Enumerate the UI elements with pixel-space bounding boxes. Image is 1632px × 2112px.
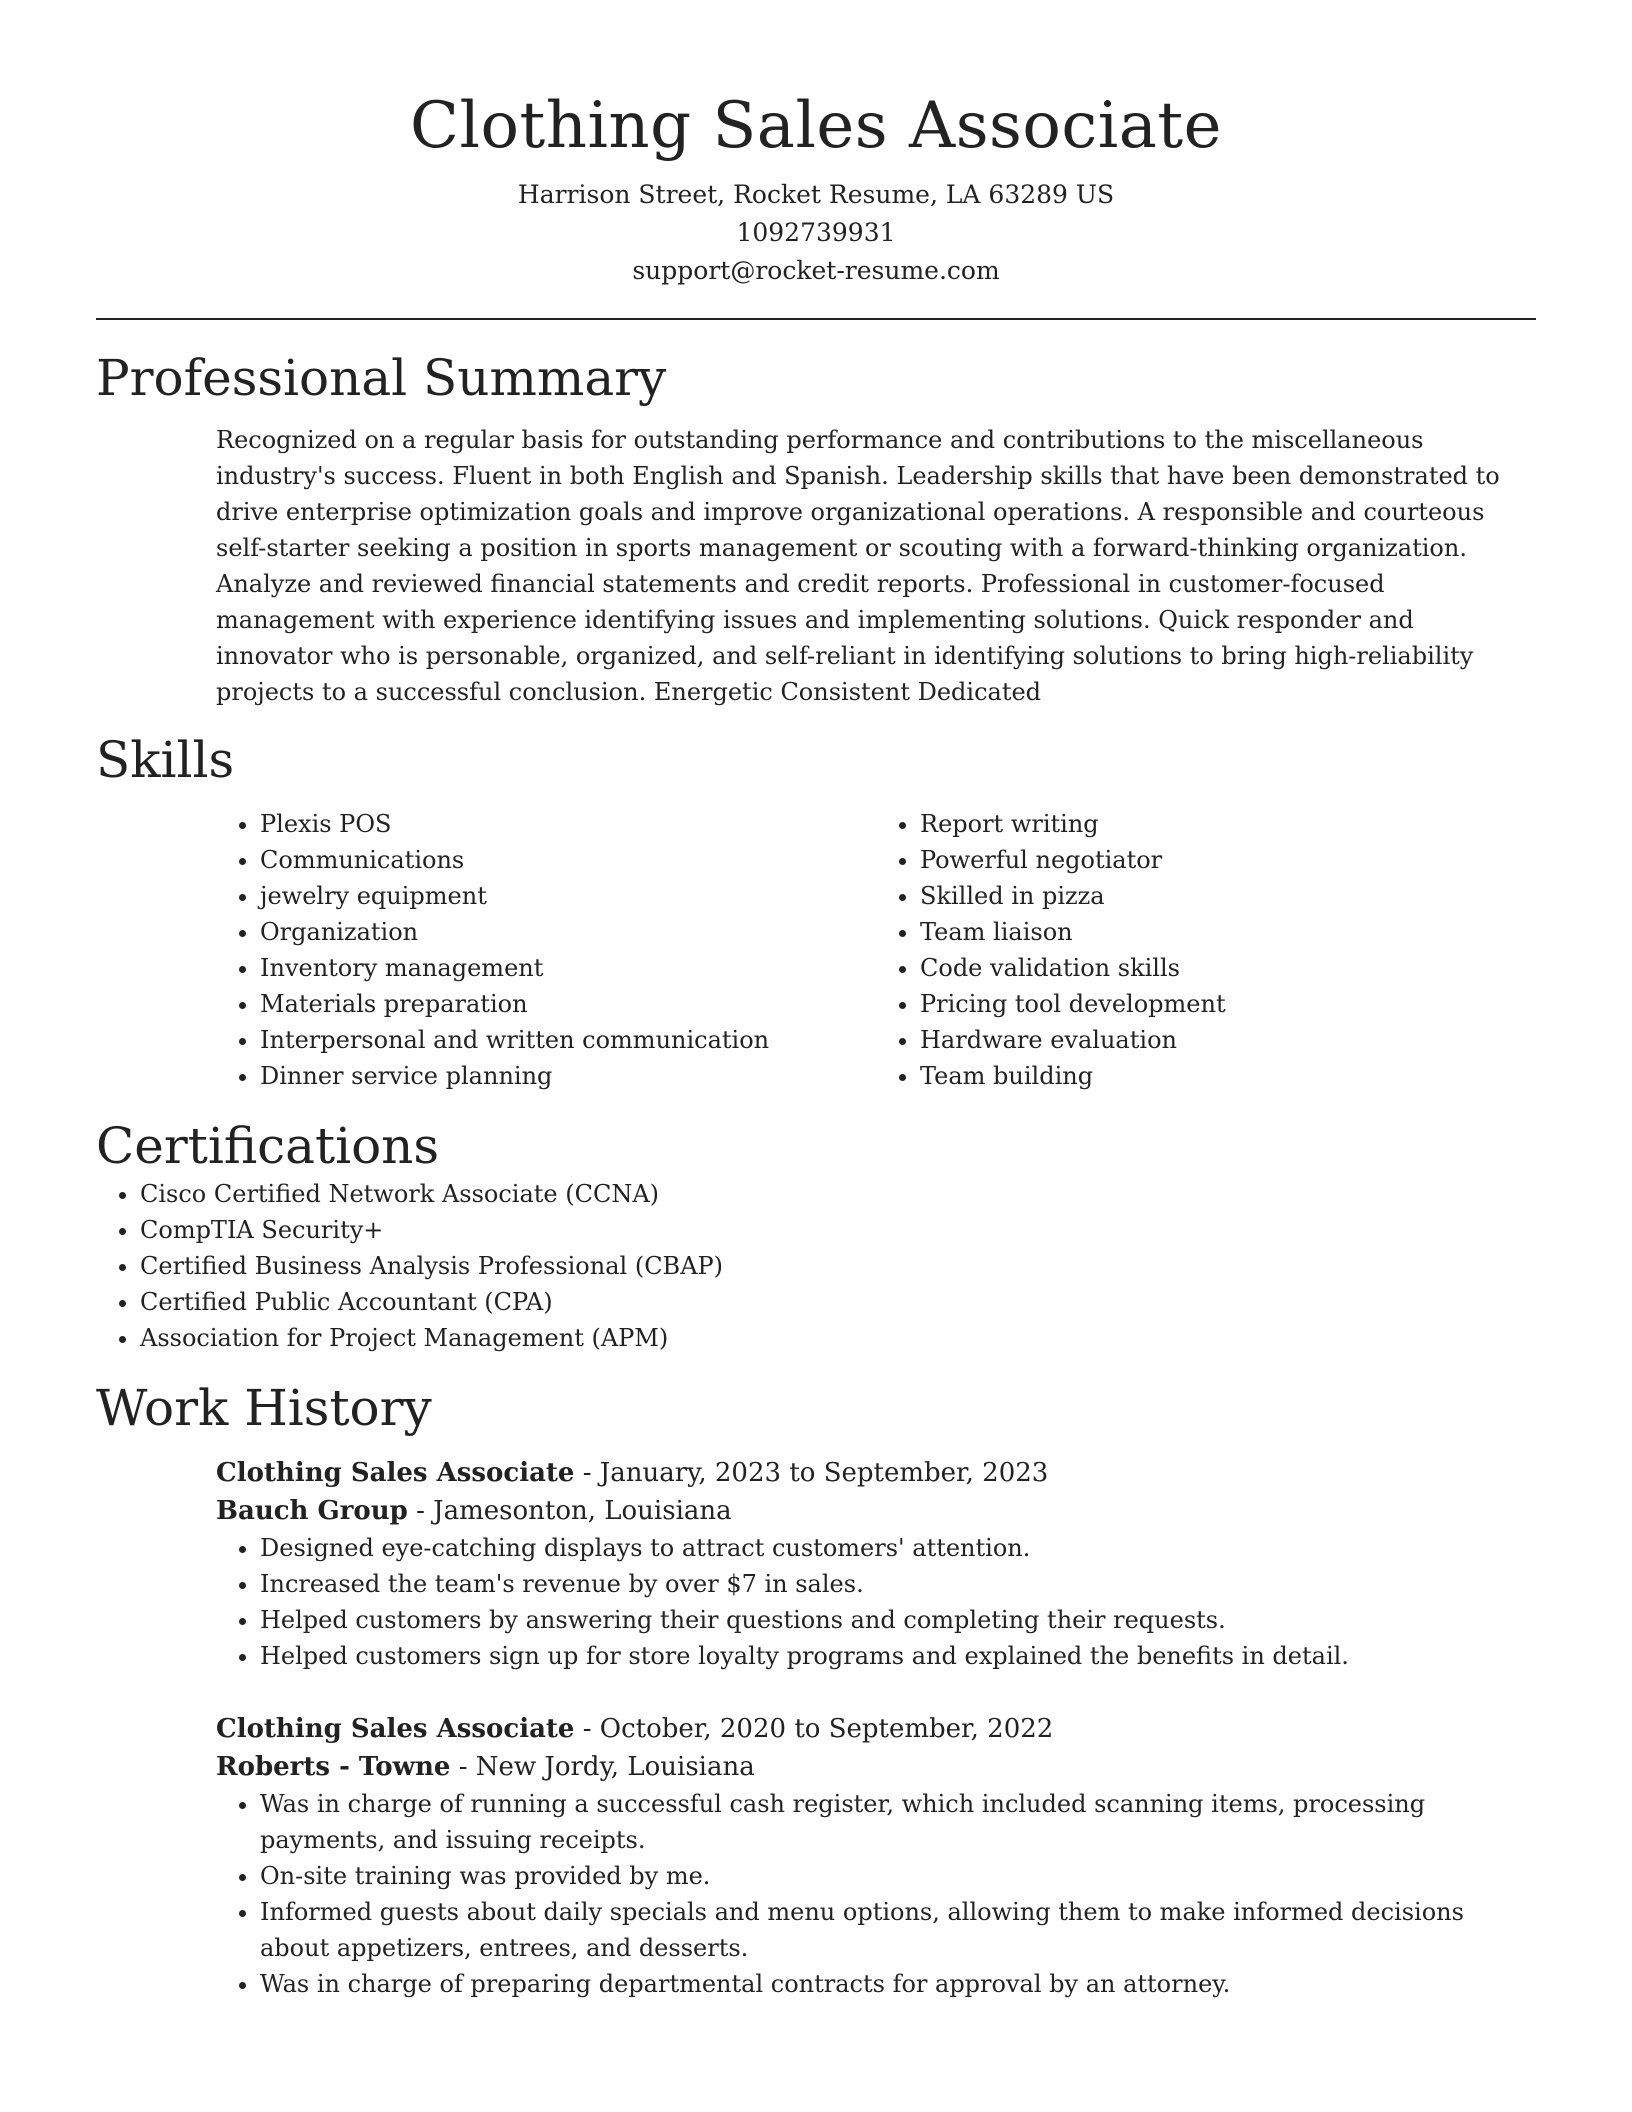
list-item: • Pricing tool development (920, 986, 1536, 1022)
list-item: • Materials preparation (260, 986, 876, 1022)
job-company: Bauch Group (216, 1496, 408, 1526)
list-item: • Skilled in pizza (920, 878, 1536, 914)
job-duties-list (216, 1530, 1536, 1674)
list-item: • Certified Public Accountant (CPA) (140, 1284, 1536, 1320)
list-item: • CompTIA Security+ (140, 1212, 1536, 1248)
list-item: • Interpersonal and written communication (260, 1022, 876, 1058)
summary-paragraph: Recognized on a regular basis for outstanding performance and contributions to the miscellaneous industry's success. Fluent in both English and Spanish. Leadership skills that have been demonstrated to drive enterprise optimization goals and improve organizational operations. A responsible and courteous self-starter seeking a position in sports management or scouting with a forward-thinking organization. Analyze and reviewed financial statements and credit reports. Professional in customer-focused management with experience identifying issues and implementing solutions. Quick responder and innovator who is personable, organized, and self-reliant in identifying solutions to bring high-reliability projects to a successful conclusion. Energetic Consistent Dedicated (216, 426, 1500, 706)
list-item: • Inventory management (260, 950, 876, 986)
list-item: • Helped customers by answering their questions and completing their requests. (260, 1602, 1536, 1638)
list-item: • Dinner service planning (260, 1058, 876, 1094)
list-item: • jewelry equipment (260, 878, 876, 914)
job-entry (216, 1710, 1536, 2002)
job-company-line (216, 1748, 1536, 1786)
job-position: Clothing Sales Associate (216, 1458, 575, 1488)
list-item: • Was in charge of running a successful cash register, which included scanning items, processing payments, and issuing receipts. (260, 1786, 1536, 1858)
professional-summary-section (96, 348, 1536, 710)
section-heading: Professional Summary (96, 349, 667, 407)
list-item: • Hardware evaluation (920, 1022, 1536, 1058)
job-dates: - January, 2023 to September, 2023 (574, 1458, 1049, 1488)
header-divider (96, 318, 1536, 320)
list-item: • Code validation skills (920, 950, 1536, 986)
list-item: • Team liaison (920, 914, 1536, 950)
list-item: • Designed eye-catching displays to attract customers' attention. (260, 1530, 1536, 1566)
list-item: • Team building (920, 1058, 1536, 1094)
job-duties-list (216, 1786, 1536, 2002)
contact-info (96, 176, 1536, 290)
list-item: • On-site training was provided by me. (260, 1858, 1536, 1894)
job-position: Clothing Sales Associate (216, 1714, 575, 1744)
job-location: - New Jordy, Louisiana (450, 1752, 755, 1782)
section-heading: Skills (96, 731, 235, 789)
section-heading: Certifications (96, 1117, 440, 1175)
list-item: • Report writing (920, 806, 1536, 842)
email-address: support@rocket-resume.com (632, 256, 1000, 285)
list-item: • Organization (260, 914, 876, 950)
job-company: Roberts - Towne (216, 1752, 451, 1782)
list-item: • Helped customers sign up for store loyalty programs and explained the benefits in detail. (260, 1638, 1536, 1674)
skills-section (96, 730, 1536, 1094)
resume-header (96, 0, 1536, 290)
section-heading: Work History (96, 1379, 432, 1437)
job-entry (216, 1454, 1536, 1674)
list-item: • Informed guests about daily specials and menu options, allowing them to make informed decisions about appetizers, entrees, and desserts. (260, 1894, 1536, 1966)
list-item: • Was in charge of preparing departmental contracts for approval by an attorney. (260, 1966, 1536, 2002)
address: Harrison Street, Rocket Resume, LA 63289 US (517, 180, 1115, 209)
job-dates: - October, 2020 to September, 2022 (574, 1714, 1054, 1744)
job-title-line (216, 1454, 1536, 1492)
list-item: • Certified Business Analysis Professional (CBAP) (140, 1248, 1536, 1284)
job-company-line (216, 1492, 1536, 1530)
job-location: - Jamesonton, Louisiana (407, 1496, 732, 1526)
phone-number: 1092739931 (736, 218, 896, 247)
certifications-section (96, 1116, 1536, 1356)
list-item: • Plexis POS (260, 806, 876, 842)
work-history-section (96, 1378, 1536, 2002)
candidate-title: Clothing Sales Associate (410, 89, 1222, 163)
job-title-line (216, 1710, 1536, 1748)
list-item: • Communications (260, 842, 876, 878)
skills-column-right (876, 806, 1536, 1094)
skills-column-left (216, 806, 876, 1094)
list-item: • Association for Project Management (APM) (140, 1320, 1536, 1356)
list-item: • Powerful negotiator (920, 842, 1536, 878)
list-item: • Increased the team's revenue by over $7 in sales. (260, 1566, 1536, 1602)
list-item: • Cisco Certified Network Associate (CCNA) (140, 1176, 1536, 1212)
skills-list (216, 806, 1536, 1094)
certifications-list (96, 1176, 1536, 1356)
